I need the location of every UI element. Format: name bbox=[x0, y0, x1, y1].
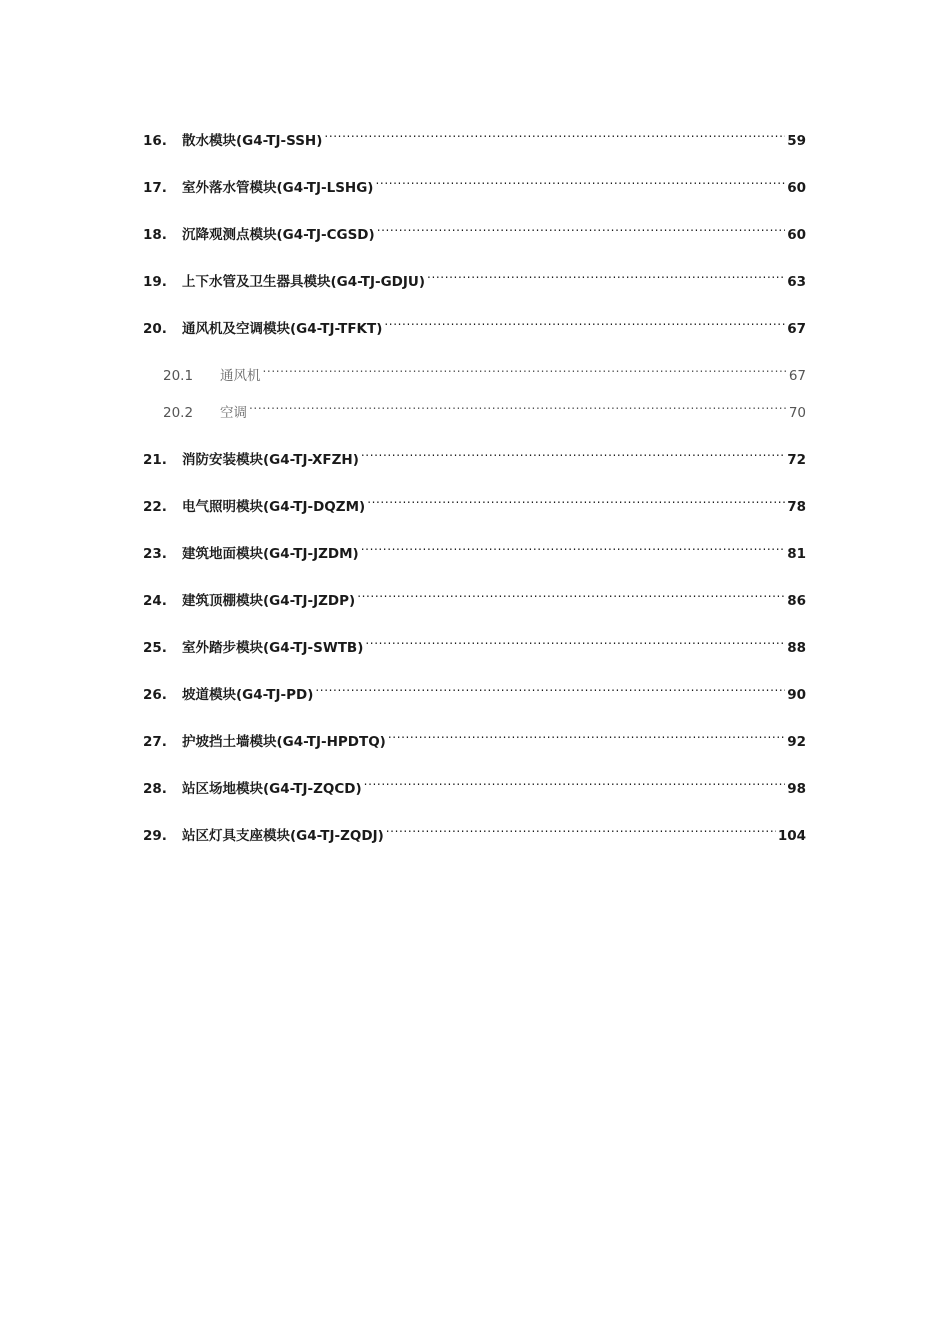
toc-entry-21[interactable] bbox=[143, 441, 806, 468]
toc-entry-title: 消防安装模块(G4-TJ-XFZH) bbox=[182, 452, 359, 468]
toc-entry-page: 60 bbox=[787, 227, 806, 243]
toc-entry-18[interactable] bbox=[143, 216, 806, 243]
toc-entry-title: 沉降观测点模块(G4-TJ-CGSD) bbox=[182, 227, 375, 243]
toc-entry-page: 72 bbox=[787, 452, 806, 468]
toc-entry-16[interactable] bbox=[143, 122, 806, 149]
toc-entry-page: 81 bbox=[787, 546, 806, 562]
toc-entry-number: 21. bbox=[143, 452, 167, 468]
toc-entry-29[interactable] bbox=[143, 817, 806, 844]
toc-dot-leader bbox=[384, 310, 785, 333]
toc-entry-title: 建筑顶棚模块(G4-TJ-JZDP) bbox=[182, 593, 356, 609]
toc-entry-page: 104 bbox=[777, 828, 806, 844]
toc-entry-number: 26. bbox=[143, 687, 167, 703]
toc-entry-page: 92 bbox=[787, 734, 806, 750]
toc-entry-page: 67 bbox=[788, 368, 806, 384]
toc-entry-25[interactable] bbox=[143, 629, 806, 656]
toc-entry-title: 室外踏步模块(G4-TJ-SWTB) bbox=[182, 640, 364, 656]
toc-entry-number: 25. bbox=[143, 640, 167, 656]
toc-entry-page: 63 bbox=[787, 274, 806, 290]
toc-entry-number: 20.1 bbox=[163, 368, 194, 384]
toc-entry-17[interactable] bbox=[143, 169, 806, 196]
toc-entry-24[interactable] bbox=[143, 582, 806, 609]
toc-dot-leader bbox=[315, 676, 785, 699]
toc-entry-title: 上下水管及卫生器具模块(G4-TJ-GDJU) bbox=[182, 274, 426, 290]
toc-dot-leader bbox=[427, 263, 785, 286]
toc-dot-leader bbox=[361, 441, 785, 464]
toc-entry-title: 散水模块(G4-TJ-SSH) bbox=[182, 133, 323, 149]
table-of-contents bbox=[143, 122, 806, 864]
toc-dot-leader bbox=[357, 582, 785, 605]
toc-entry-28[interactable] bbox=[143, 770, 806, 797]
toc-entry-number: 17. bbox=[143, 180, 167, 196]
toc-dot-leader bbox=[367, 488, 785, 511]
toc-dot-leader bbox=[249, 394, 787, 417]
toc-dot-leader bbox=[324, 122, 785, 145]
toc-entry-20[interactable] bbox=[143, 310, 806, 337]
toc-entry-number: 24. bbox=[143, 593, 167, 609]
toc-entry-page: 67 bbox=[787, 321, 806, 337]
toc-subentry-20-2[interactable] bbox=[143, 394, 806, 421]
toc-entry-page: 88 bbox=[787, 640, 806, 656]
toc-entry-page: 59 bbox=[787, 133, 806, 149]
toc-entry-title: 护坡挡土墙模块(G4-TJ-HPDTQ) bbox=[182, 734, 386, 750]
toc-dot-leader bbox=[377, 216, 786, 239]
toc-entry-page: 86 bbox=[787, 593, 806, 609]
toc-entry-number: 27. bbox=[143, 734, 167, 750]
toc-dot-leader bbox=[263, 357, 787, 380]
toc-entry-number: 18. bbox=[143, 227, 167, 243]
toc-dot-leader bbox=[386, 817, 776, 840]
toc-entry-27[interactable] bbox=[143, 723, 806, 750]
toc-dot-leader bbox=[365, 629, 785, 652]
toc-entry-title: 站区场地模块(G4-TJ-ZQCD) bbox=[182, 781, 362, 797]
toc-entry-number: 23. bbox=[143, 546, 167, 562]
toc-subentry-20-1[interactable] bbox=[143, 357, 806, 384]
toc-entry-title: 空调 bbox=[220, 405, 247, 421]
toc-entry-number: 22. bbox=[143, 499, 167, 515]
toc-entry-title: 电气照明模块(G4-TJ-DQZM) bbox=[182, 499, 366, 515]
toc-dot-leader bbox=[388, 723, 785, 746]
toc-entry-26[interactable] bbox=[143, 676, 806, 703]
toc-entry-page: 70 bbox=[788, 405, 806, 421]
toc-dot-leader bbox=[361, 535, 785, 558]
toc-entry-title: 通风机及空调模块(G4-TJ-TFKT) bbox=[182, 321, 383, 337]
toc-entry-number: 19. bbox=[143, 274, 167, 290]
toc-entry-23[interactable] bbox=[143, 535, 806, 562]
toc-entry-19[interactable] bbox=[143, 263, 806, 290]
toc-entry-number: 29. bbox=[143, 828, 167, 844]
toc-entry-page: 98 bbox=[787, 781, 806, 797]
toc-entry-page: 60 bbox=[787, 180, 806, 196]
toc-entry-22[interactable] bbox=[143, 488, 806, 515]
toc-entry-page: 90 bbox=[787, 687, 806, 703]
toc-entry-number: 20.2 bbox=[163, 405, 194, 421]
toc-entry-number: 16. bbox=[143, 133, 167, 149]
toc-entry-title: 室外落水管模块(G4-TJ-LSHG) bbox=[182, 180, 374, 196]
toc-entry-title: 建筑地面模块(G4-TJ-JZDM) bbox=[182, 546, 359, 562]
toc-entry-title: 坡道模块(G4-TJ-PD) bbox=[182, 687, 314, 703]
toc-dot-leader bbox=[364, 770, 786, 793]
toc-dot-leader bbox=[375, 169, 785, 192]
toc-entry-number: 20. bbox=[143, 321, 167, 337]
toc-entry-title: 站区灯具支座模块(G4-TJ-ZQDJ) bbox=[182, 828, 384, 844]
toc-entry-title: 通风机 bbox=[220, 368, 261, 384]
toc-entry-number: 28. bbox=[143, 781, 167, 797]
toc-entry-page: 78 bbox=[787, 499, 806, 515]
